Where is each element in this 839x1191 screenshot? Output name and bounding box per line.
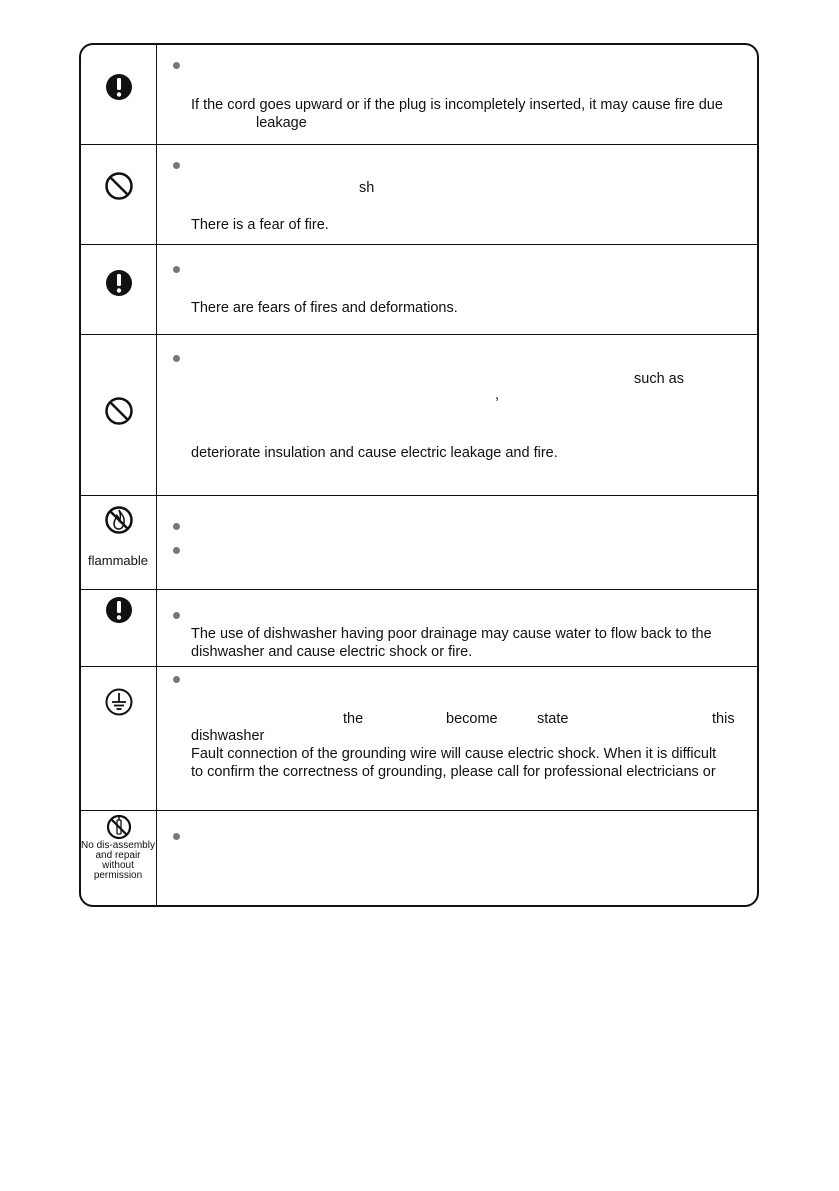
warning-row-8 [81,811,757,907]
row-4-fragment-2: , [495,387,500,403]
warning-row-6 [81,590,757,667]
bullet [173,833,180,840]
warning-row-7 [81,667,757,811]
row-7-line-3: to confirm the correctness of grounding, please call for professional electricians or [191,764,716,780]
icon-cell [81,667,157,810]
row-4-line-3: deteriorate insulation and cause electric leakage and fire. [191,445,558,461]
bullet [173,355,180,362]
row-6-line-2: dishwasher and cause electric shock or fire. [191,644,473,660]
ground-icon [104,687,134,717]
row-6-line-1: The use of dishwasher having poor drainage may cause water to flow back to the [191,626,712,642]
row-7-line-2: Fault connection of the grounding wire will cause electric shock. When it is difficult [191,746,717,762]
icon-caption-flammable: flammable [88,553,148,568]
caption-line-3: without [102,860,134,871]
bullet [173,523,180,530]
row-7-word-4: this [712,711,735,727]
bullet [173,676,180,683]
row-3-line-1: There are fears of fires and deformations. [191,300,458,316]
bullet [173,266,180,273]
row-4-fragment-1: such as [634,371,684,387]
row-7-line-1: dishwasher [191,728,265,744]
prohibition-icon [104,171,134,201]
no-fire-icon [104,505,134,535]
warning-row-5 [81,496,757,590]
bullet [173,547,180,554]
caption-line-4: permission [93,870,143,881]
exclamation-icon [105,73,133,101]
bullet [173,62,180,69]
icon-cell [81,590,157,666]
icon-cell [81,811,157,907]
row-7-word-2: become [446,711,498,727]
row-1-line-2: leakage [256,115,307,131]
caption-line-1: No dis-assembly [81,840,155,851]
exclamation-icon [105,269,133,297]
icon-cell [81,45,157,144]
warning-row-1 [81,45,757,145]
row-2-line-2: There is a fear of fire. [191,217,329,233]
icon-cell [81,245,157,334]
warning-row-2 [81,145,757,245]
icon-cell [81,496,157,589]
warning-row-3 [81,245,757,335]
safety-warning-table [79,43,759,907]
no-disassembly-icon [106,814,132,840]
row-2-fragment: sh [359,180,375,196]
exclamation-icon [105,596,133,624]
caption-line-2: and repair [95,850,141,861]
bullet [173,162,180,169]
row-7-word-1: the [343,711,364,727]
row-1-line-1: If the cord goes upward or if the plug is incompletely inserted, it may cause fire due [191,97,723,113]
bullet [173,612,180,619]
icon-cell [81,335,157,495]
icon-cell [81,145,157,244]
warning-row-4 [81,335,757,496]
prohibition-icon [104,396,134,426]
row-7-word-3: state [537,711,569,727]
